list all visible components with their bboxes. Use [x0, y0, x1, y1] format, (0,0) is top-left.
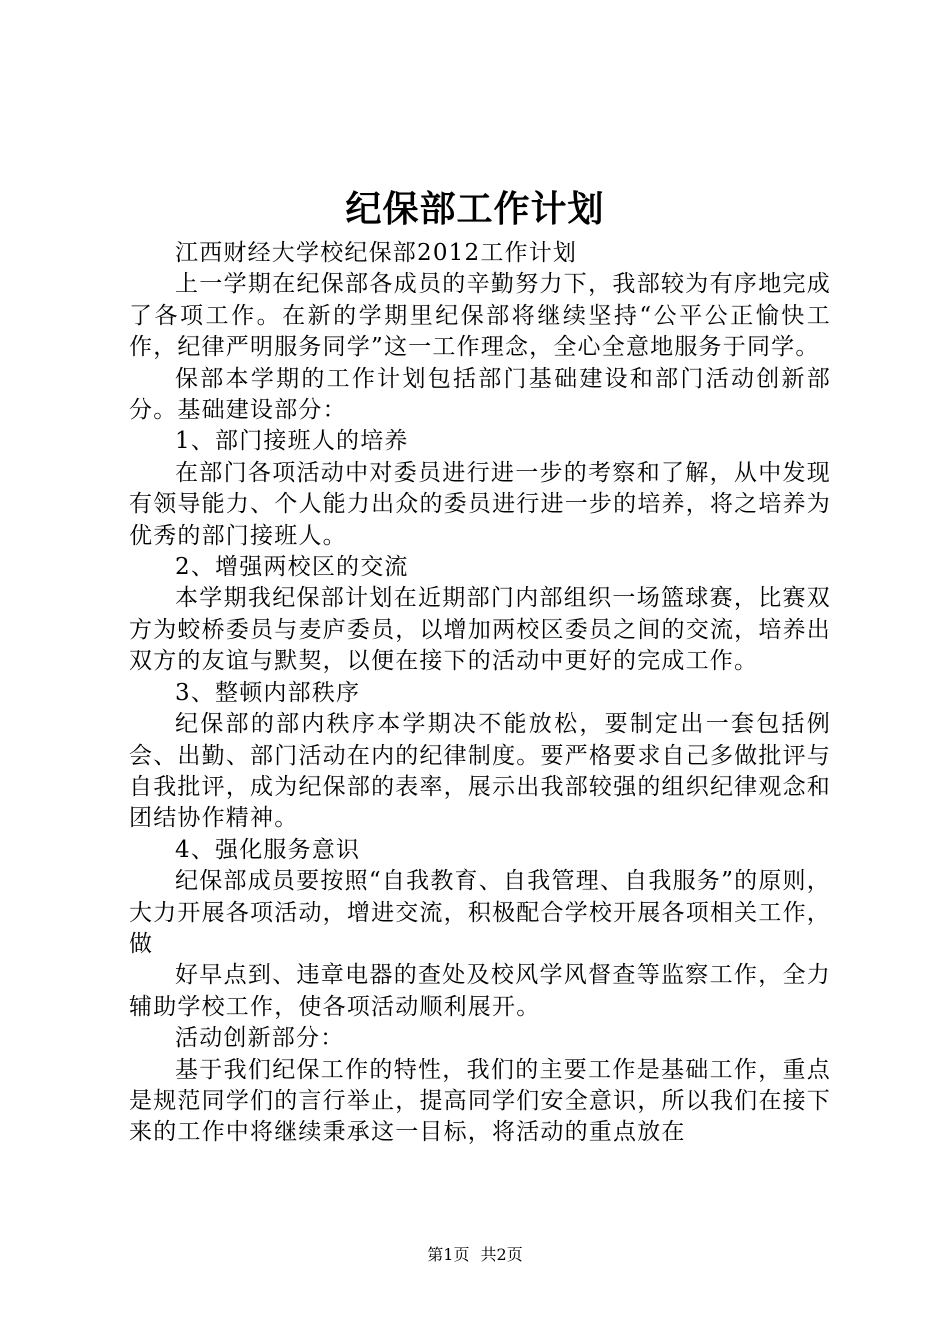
section-heading-1: 1、部门接班人的培养 [175, 428, 409, 455]
paragraph-innovation: 基于我们纪保工作的特性，我们的主要工作是基础工作，重点是规范同学们的言行举止，提高同学们安全意识，所以我们在接下来的工作中将继续秉承这一目标，将活动的重点放在 [129, 1056, 831, 1146]
section-heading-3: 3、整顿内部秩序 [175, 679, 361, 706]
paragraph-section-4-cont: 好早点到、违章电器的查处及校风学风督查等监察工作，全力辅助学校工作，使各项活动顺利展开。 [129, 962, 831, 1020]
page-number: 第1页 [427, 1245, 470, 1264]
paragraph-plan-overview: 保部本学期的工作计划包括部门基础建设和部门活动创新部分。基础建设部分： [129, 365, 831, 424]
paragraph-intro: 上一学期在纪保部各成员的辛勤努力下，我部较为有序地完成了各项工作。在新的学期里纪保部将继续坚持“公平公正愉快工作，纪律严明服务同学”这一工作理念，全心全意地服务于同学。 [129, 271, 831, 361]
document-body [129, 238, 831, 1149]
section-heading-2: 2、增强两校区的交流 [175, 554, 409, 581]
paragraph-subtitle: 江西财经大学校纪保部2012工作计划 [175, 240, 578, 266]
paragraph-section-1: 在部门各项活动中对委员进行进一步的考察和了解，从中发现有领导能力、个人能力出众的委员进行进一步的培养，将之培养为优秀的部门接班人。 [129, 459, 831, 549]
paragraph-section-2: 本学期我纪保部计划在近期部门内部组织一场篮球赛，比赛双方为蛟桥委员与麦庐委员，以增加两校区委员之间的交流，培养出双方的友谊与默契，以便在接下的活动中更好的完成工作。 [129, 585, 831, 675]
section-heading-4: 4、强化服务意识 [175, 836, 361, 863]
page-footer [0, 1244, 950, 1266]
section-heading-innovation: 活动创新部分： [175, 1025, 345, 1052]
paragraph-section-4: 纪保部成员要按照“自我教育、自我管理、自我服务”的原则，大力开展各项活动，增进交流，积极配合学校开展各项相关工作，做 [129, 868, 831, 957]
page-total: 共2页 [480, 1245, 523, 1264]
paragraph-section-3: 纪保部的部内秩序本学期决不能放松，要制定出一套包括例会、出勤、部门活动在内的纪律制度。要严格要求自己多做批评与自我批评，成为纪保部的表率，展示出我部较强的组织纪律观念和团结协作精神。 [129, 711, 831, 832]
document-title: 纪保部工作计划 [345, 189, 605, 230]
